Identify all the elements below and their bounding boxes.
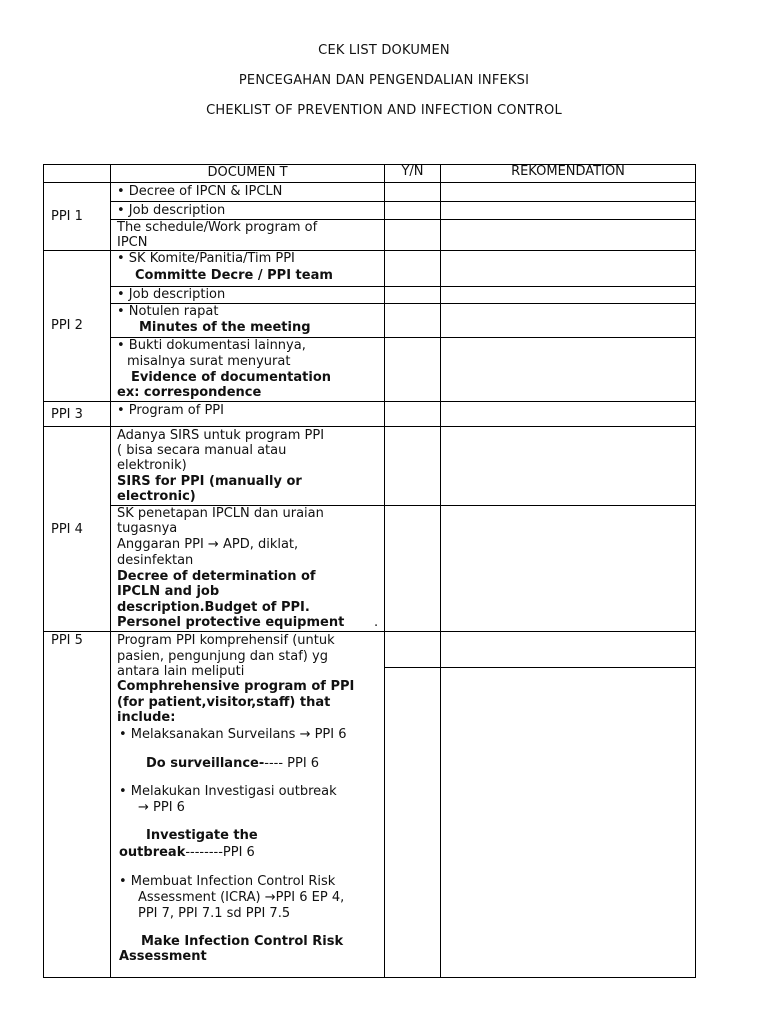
document-item: • Decree of IPCN & IPCLN [117, 184, 283, 199]
column-header-yn: Y/N [401, 164, 424, 179]
document-item: • Bukti dokumentasi lainnya, [117, 338, 306, 353]
document-item-english: Comphrehensive program of PPI [117, 679, 355, 694]
document-item-english: Decree of determination of [117, 569, 316, 584]
document-item: • SK Komite/Panitia/Tim PPI [117, 251, 295, 266]
document-item-english: electronic) [117, 489, 196, 504]
row-label-ppi-4: PPI 4 [51, 522, 83, 537]
column-header-document: DOCUMEN T [207, 165, 288, 180]
document-item: • Job description [117, 287, 226, 302]
document-item: misalnya surat menyurat [127, 354, 291, 369]
document-item-english: Committe Decre / PPI team [135, 268, 333, 283]
emphasis-text: outbreak [119, 845, 186, 860]
document-item: Anggaran PPI → APD, diklat, [117, 537, 299, 552]
row-label-ppi-1: PPI 1 [51, 209, 83, 224]
document-item-english [146, 756, 319, 772]
document-item: elektronik) [117, 458, 187, 473]
document-item-english: ex: correspondence [117, 385, 262, 400]
row-label-ppi-3: PPI 3 [51, 407, 83, 422]
document-item-english: Make Infection Control Risk [141, 934, 344, 949]
document-item-english: Investigate the [146, 828, 258, 843]
reference-text: ---- PPI 6 [264, 756, 320, 771]
row-label-ppi-2: PPI 2 [51, 318, 83, 333]
document-item: • Job description [117, 203, 226, 218]
document-item: Program PPI komprehensif (untuk [117, 633, 335, 648]
document-item: • Notulen rapat [117, 304, 219, 319]
document-item-english: Evidence of documentation [131, 370, 332, 385]
document-item: • Melaksanakan Surveilans → PPI 6 [119, 727, 347, 742]
document-item-english: IPCLN and job [117, 584, 220, 599]
document-item: • Program of PPI [117, 403, 224, 418]
document-english-title: CHEKLIST OF PREVENTION AND INFECTION CONTROL [206, 103, 562, 118]
document-item-english: SIRS for PPI (manually or [117, 474, 302, 489]
document-item: antara lain meliputi [117, 664, 245, 679]
document-item-english: description.Budget of PPI. [117, 600, 310, 615]
document-item: IPCN [117, 235, 148, 250]
document-item-english: (for patient,visitor,staff) that [117, 695, 331, 710]
document-title: CEK LIST DOKUMEN [318, 43, 450, 58]
document-item-english: Assessment [119, 949, 207, 964]
document-item: ( bisa secara manual atau [117, 443, 287, 458]
row-label-ppi-5: PPI 5 [51, 633, 83, 648]
document-item: The schedule/Work program of [117, 220, 318, 235]
document-item: → PPI 6 [138, 800, 185, 815]
document-item-english: Personel protective equipment [117, 615, 345, 630]
document-item: desinfektan [117, 553, 194, 568]
checklist-table [43, 164, 696, 978]
document-item-punctuation: . [374, 615, 379, 630]
document-item: • Membuat Infection Control Risk [119, 874, 336, 889]
emphasis-text: Do surveillance- [146, 756, 265, 771]
reference-text: --------PPI 6 [185, 845, 255, 860]
document-item: PPI 7, PPI 7.1 sd PPI 7.5 [138, 906, 291, 921]
document-item-english: Minutes of the meeting [139, 320, 311, 335]
document-item: Assessment (ICRA) →PPI 6 EP 4, [138, 890, 345, 905]
document-item-english [119, 845, 255, 861]
document-item: SK penetapan IPCLN dan uraian [117, 506, 324, 521]
document-item-english: include: [117, 710, 176, 725]
document-subtitle: PENCEGAHAN DAN PENGENDALIAN INFEKSI [238, 73, 530, 88]
document-item: tugasnya [117, 521, 178, 536]
column-header-recommendation: REKOMENDATION [511, 164, 625, 179]
document-item: pasien, pengunjung dan staf) yg [117, 649, 328, 664]
document-item: Adanya SIRS untuk program PPI [117, 428, 325, 443]
document-item: • Melakukan Investigasi outbreak [119, 784, 337, 799]
